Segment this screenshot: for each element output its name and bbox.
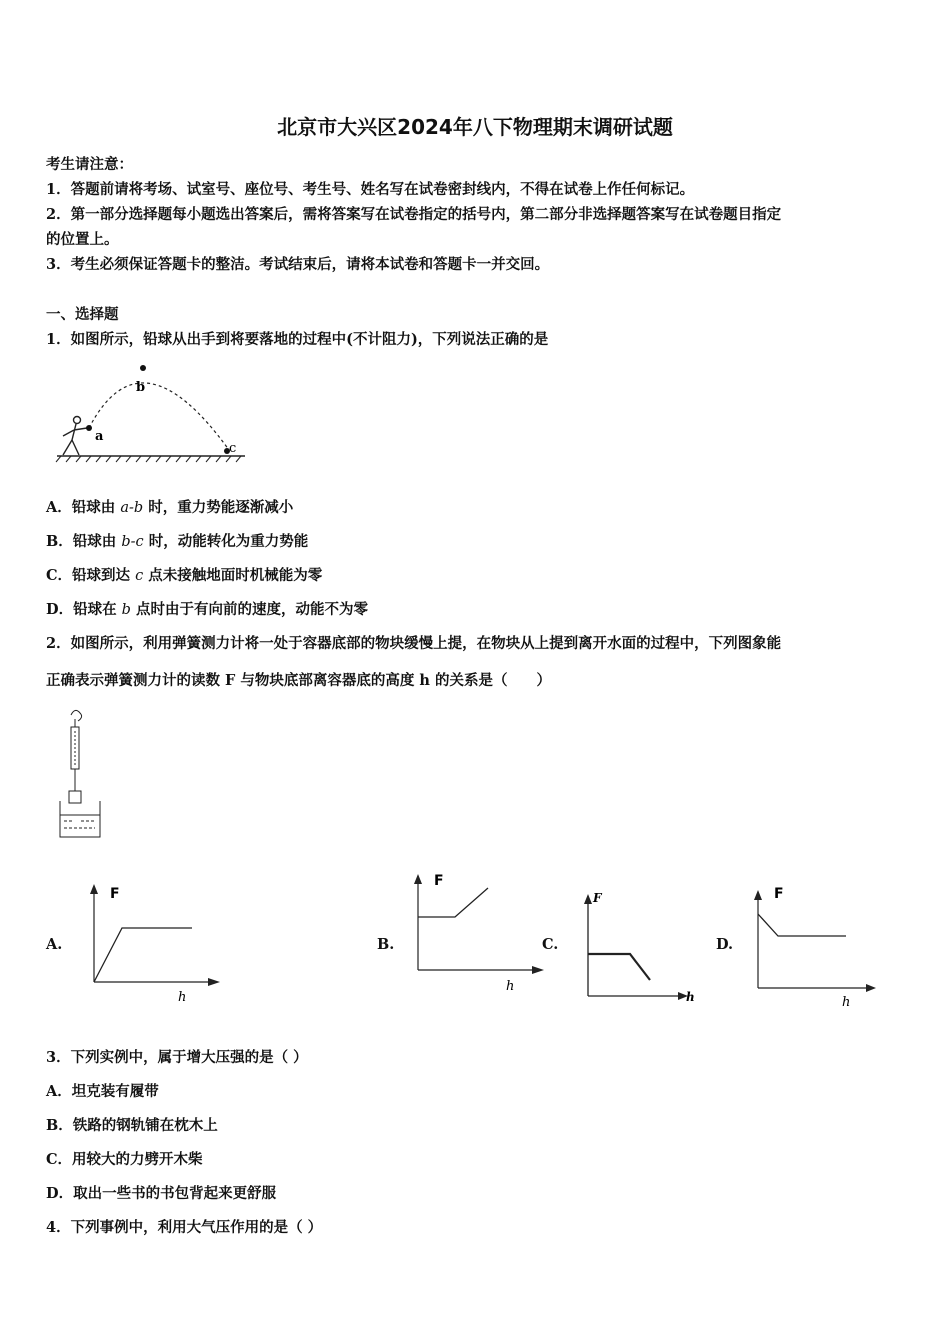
- q1-option-d: [46, 598, 368, 619]
- q4-stem: 4．下列事例中，利用大气压作用的是（ ）: [46, 1219, 323, 1236]
- y-label: F: [434, 873, 444, 889]
- label-b: b: [136, 380, 146, 395]
- q3-option-b: B．铁路的钢轨铺在枕木上: [46, 1117, 218, 1134]
- option-text: 铅球到达: [72, 567, 136, 584]
- graph-line: [588, 954, 650, 980]
- option-letter: C．: [46, 567, 73, 584]
- graph-line: [418, 888, 488, 917]
- x-label: h: [178, 990, 187, 1005]
- option-text: 点时由于有向前的速度，动能不为零: [130, 601, 368, 618]
- y-axis-arrow: [90, 884, 98, 894]
- y-axis-arrow: [584, 894, 592, 904]
- option-text: 铅球由: [72, 533, 122, 550]
- section-heading: 一、选择题: [46, 306, 119, 323]
- x-label: h: [506, 979, 515, 994]
- option-text: 铅球由: [71, 499, 121, 516]
- page-title: 北京市大兴区2024年八下物理期末调研试题: [277, 115, 673, 139]
- x-axis-arrow: [532, 966, 544, 974]
- q2-graph-a: [84, 880, 224, 1005]
- q2-option-d-letter: D.: [716, 936, 734, 953]
- y-label: F: [593, 891, 602, 905]
- label-c: c: [229, 441, 237, 456]
- y-axis-arrow: [414, 874, 422, 884]
- option-letter: B．: [46, 533, 73, 550]
- q2-stem-line2: 正确表示弹簧测力计的读数 F 与物块底部离容器底的高度 h 的关系是（ ）: [46, 672, 552, 689]
- y-label: F: [774, 886, 784, 902]
- graph-line: [94, 928, 192, 982]
- notice-item-3: 3．考生必须保证答题卡的整洁。考试结束后，请将本试卷和答题卡一并交回。: [46, 256, 550, 273]
- point-b: [140, 365, 146, 371]
- x-label: h: [842, 995, 851, 1010]
- option-text: 时，重力势能逐渐减小: [143, 499, 294, 516]
- option-text: 时，动能转化为重力势能: [143, 533, 309, 550]
- q1-shot-put-figure: [55, 360, 250, 465]
- option-text: 铅球在: [73, 601, 122, 618]
- q3-stem: 3．下列实例中，属于增大压强的是（ ）: [46, 1049, 308, 1066]
- option-letter: A．: [46, 499, 72, 516]
- q3-option-a: A．坦克装有履带: [46, 1083, 159, 1100]
- y-label: F: [110, 886, 120, 902]
- q1-option-b: [46, 530, 308, 551]
- label-a: a: [95, 429, 104, 444]
- option-variable: c: [135, 568, 144, 584]
- q2-graph-b: [408, 866, 548, 996]
- q2-option-a-letter: A.: [46, 936, 63, 953]
- q2-graph-d: [748, 880, 883, 1010]
- q3-option-d: D．取出一些书的书包背起来更舒服: [46, 1185, 277, 1202]
- trajectory-path: [89, 383, 229, 450]
- point-a: [86, 425, 92, 431]
- graph-line: [758, 914, 846, 936]
- option-variable: b-c: [121, 534, 144, 550]
- q2-option-c-letter: C.: [542, 936, 559, 953]
- x-label: h: [686, 990, 695, 1004]
- q2-option-b-letter: B.: [377, 936, 395, 953]
- y-axis-arrow: [754, 890, 762, 900]
- notice-item-2: 2．第一部分选择题每小题选出答案后，需将答案写在试卷指定的括号内，第二部分非选择题答案写在试卷题目指定: [46, 206, 782, 223]
- option-variable: a-b: [120, 500, 144, 516]
- hand-icon: [71, 710, 82, 721]
- q2-spring-scale-figure: [55, 705, 115, 840]
- thrower-figure: [63, 417, 87, 456]
- notice-item-2-cont: 的位置上。: [46, 231, 119, 248]
- option-variable: b: [121, 602, 131, 618]
- ground-hatching: [56, 456, 241, 462]
- option-letter: D．: [46, 601, 74, 618]
- water-container: [60, 801, 100, 837]
- x-axis-arrow: [208, 978, 220, 986]
- q2-stem-line1: 2．如图所示，利用弹簧测力计将一处于容器底部的物块缓慢上提，在物块从上提到离开水面的过程中，下列图象能: [46, 635, 782, 652]
- q1-stem: 1．如图所示，铅球从出手到将要落地的过程中(不计阻力)，下列说法正确的是: [46, 331, 549, 348]
- notice-item-1: 1．答题前请将考场、试室号、座位号、考生号、姓名写在试卷密封线内，不得在试卷上作任何标记。: [46, 181, 695, 198]
- q3-option-c: C．用较大的力劈开木柴: [46, 1151, 203, 1168]
- q2-graph-c: [578, 884, 703, 1006]
- block: [69, 791, 81, 803]
- q1-option-a: [46, 496, 293, 517]
- notice-heading: 考生请注意：: [46, 156, 133, 173]
- option-text: 点未接触地面时机械能为零: [143, 567, 323, 584]
- q1-option-c: [46, 564, 322, 585]
- x-axis-arrow: [866, 984, 876, 992]
